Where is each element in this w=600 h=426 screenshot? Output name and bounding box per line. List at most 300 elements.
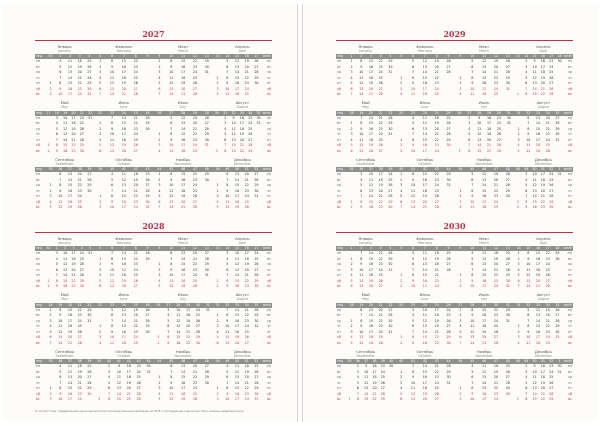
day-grid [514, 172, 573, 211]
day-cell: 25 [133, 273, 138, 277]
month-name-ru: Июль [177, 292, 189, 297]
day-grid [213, 116, 272, 155]
week-number: 2 [64, 246, 67, 250]
day-cell: 11 [359, 335, 364, 339]
month-block [514, 292, 573, 347]
day-cell: 23 [493, 278, 499, 283]
week-number: 19 [58, 302, 63, 307]
day-cell: 11 [482, 251, 487, 255]
day-cell: 3 [400, 183, 403, 187]
day-grid [395, 251, 454, 290]
day-cell: 7 [158, 205, 161, 209]
month-header [336, 292, 395, 303]
day-cell [504, 149, 514, 155]
day-cell: 9 [360, 262, 363, 266]
weekday-label: вс [568, 148, 572, 153]
weekday-label: вт [337, 256, 341, 261]
day-cell: 17 [67, 397, 73, 401]
day-cell: 7 [411, 364, 415, 368]
day-cell: 17 [378, 172, 383, 176]
day-cell: 24 [493, 397, 499, 401]
month-name-ru: Декабрь [534, 348, 552, 354]
day-cell: 16 [535, 132, 541, 136]
week-number: 30 [496, 110, 501, 115]
week-number: 9 [146, 246, 149, 250]
day-cell: 8 [527, 251, 530, 255]
day-cell: 13 [470, 335, 475, 339]
weekday-label: вт [267, 177, 271, 182]
month-block [154, 292, 213, 347]
day-cell: 8 [59, 307, 62, 312]
day-cell: 15 [63, 143, 68, 147]
day-cell: 24 [434, 148, 439, 153]
week-number: 30 [204, 110, 209, 115]
day-cell: 7 [350, 92, 353, 96]
day-cell: 19 [239, 132, 244, 136]
week-number: 10 [470, 246, 475, 250]
day-cell: 15 [482, 307, 487, 312]
day-cell: 24 [77, 318, 82, 323]
day-cell: 19 [71, 262, 76, 266]
weekday-label: вс [267, 397, 271, 401]
day-cell: 4 [468, 126, 471, 131]
day-cell: 25 [79, 121, 84, 125]
weekday-label: пт [337, 329, 342, 334]
week-number: 9 [158, 54, 161, 58]
day-cell: 4 [525, 70, 528, 74]
day-cell: 5 [411, 59, 415, 63]
day-cell: 12 [422, 121, 427, 125]
day-cell: 29 [555, 126, 560, 131]
month-block [154, 43, 213, 98]
month-name-en: August [236, 297, 249, 301]
day-cell: 14 [422, 364, 427, 368]
month-header [94, 348, 153, 359]
day-cell: 26 [505, 369, 510, 374]
day-cell: 13 [410, 199, 416, 204]
day-cell: 5 [55, 126, 58, 131]
day-cell: 16 [535, 329, 541, 334]
day-cell: 17 [181, 273, 186, 277]
day-cell: 17 [67, 194, 73, 198]
week-number: 7 [122, 246, 125, 250]
weekday-label: сб [337, 199, 341, 204]
month-header [395, 156, 454, 167]
week-number: 4 [88, 54, 91, 58]
weekday-label: сб [36, 391, 40, 396]
day-cell: 16 [482, 81, 487, 85]
day-cell: 30 [254, 81, 259, 85]
day-cell [502, 205, 514, 211]
month-header [514, 235, 573, 246]
weekday-label: пт [36, 81, 41, 85]
day-cell [142, 92, 154, 98]
day-cell: 3 [459, 86, 462, 91]
day-cell: 20 [493, 262, 499, 266]
day-row [35, 341, 94, 347]
day-cell: 1 [400, 137, 403, 142]
weekday-label: чт [568, 324, 572, 328]
day-cell: 16 [422, 278, 427, 283]
day-cell: 10 [225, 397, 230, 401]
day-cell: 20 [133, 183, 138, 187]
month-header [154, 235, 213, 246]
month-block [94, 100, 153, 155]
day-cell: 19 [540, 380, 545, 385]
month-header [514, 156, 573, 167]
week-number: 38 [77, 167, 82, 171]
day-cell: 16 [234, 284, 240, 288]
month-block [514, 100, 573, 155]
day-cell: 22 [378, 59, 383, 63]
month-name-ru: Март [178, 235, 189, 241]
day-cell: 30 [505, 391, 510, 396]
month-name-en: May [61, 105, 69, 109]
day-cell: 18 [67, 199, 73, 204]
month-header [455, 43, 514, 54]
day-cell: 19 [378, 183, 383, 187]
weekday-label: чт [267, 380, 271, 385]
day-cell: 27 [446, 64, 451, 69]
day-cell: 13 [169, 86, 174, 91]
weekday-label: ср [568, 318, 572, 323]
day-cell: 19 [434, 121, 439, 125]
day-cell: 30 [79, 284, 84, 288]
day-cell: 30 [506, 115, 511, 120]
day-cell: 27 [79, 267, 84, 272]
day-cell: 17 [244, 251, 249, 255]
day-cell: 16 [368, 205, 374, 209]
day-cell: 17 [535, 335, 541, 339]
day-cell: 20 [486, 137, 492, 142]
day-cell: 4 [525, 177, 528, 182]
day-cell: 13 [169, 199, 174, 204]
day-cell: 21 [239, 143, 244, 147]
day-cell: 6 [226, 64, 229, 69]
day-cell: 12 [482, 59, 487, 63]
day-cell: 31 [555, 335, 560, 339]
day-cell: 12 [109, 81, 115, 85]
day-cell: 6 [170, 251, 173, 255]
weekday-label: пн [36, 172, 41, 176]
day-cell: 16 [482, 278, 487, 283]
month-name-ru: Октябрь [416, 348, 434, 354]
day-cell: 17 [121, 70, 126, 74]
day-cell: 14 [67, 75, 73, 80]
day-cell: 6 [356, 386, 359, 390]
day-cell [142, 149, 154, 155]
week-number: 35 [48, 167, 53, 171]
day-cell: 15 [482, 75, 487, 80]
week-number: 25 [133, 110, 138, 115]
day-cell: 25 [545, 143, 550, 147]
weekday-label: пт [36, 137, 41, 142]
day-cell: 20 [244, 267, 249, 272]
day-cell: 24 [378, 329, 383, 334]
week-number: 11 [482, 246, 487, 250]
day-cell: 12 [109, 278, 115, 283]
day-cell: 4 [400, 386, 403, 390]
day-cell: 28 [204, 126, 209, 131]
day-cell: 15 [234, 183, 240, 187]
day-cell: 9 [471, 391, 474, 396]
week-number: 39 [380, 359, 385, 363]
day-cell: 19 [126, 380, 131, 385]
day-cell: 17 [482, 199, 487, 204]
day-cell: 10 [470, 284, 475, 288]
day-cell: 16 [482, 391, 487, 396]
day-cell: 26 [145, 177, 150, 182]
day-cell: 29 [505, 75, 510, 80]
weekday-label: пн [567, 59, 573, 63]
day-cell: 12 [58, 329, 63, 334]
day-cell: 25 [77, 199, 82, 204]
week-number: 3 [78, 54, 81, 58]
day-cell: 29 [79, 143, 84, 147]
day-cell: 9 [226, 188, 229, 193]
day-cell: 14 [368, 115, 374, 120]
day-cell: 29 [204, 262, 209, 266]
day-cell: 2 [350, 324, 353, 328]
week-number: 23 [109, 110, 115, 115]
day-cell: 6 [360, 188, 363, 193]
day-cell: 30 [446, 375, 451, 379]
day-cell: 22 [77, 183, 82, 187]
day-cell: 2 [49, 391, 52, 396]
day-cell: 20 [244, 375, 249, 379]
day-cell: 18 [482, 92, 487, 96]
day-cell: 21 [192, 126, 198, 131]
day-grid [514, 251, 573, 290]
day-cell: 10 [116, 369, 122, 374]
day-cell: 2 [49, 188, 52, 193]
day-cell: 4 [216, 329, 219, 334]
day-cell: 1 [157, 335, 160, 339]
day-cell: 10 [58, 318, 63, 323]
month-name-en: March [178, 240, 189, 245]
month-block [336, 348, 395, 403]
day-cell: 28 [133, 92, 138, 96]
month-header [395, 43, 454, 54]
day-cell: 19 [244, 369, 249, 374]
day-cell: 1 [216, 183, 219, 187]
week-label: нед [337, 302, 344, 307]
weekday-label: сб [337, 391, 341, 396]
month-name-en: February [116, 48, 132, 53]
week-number: 14 [524, 54, 529, 58]
day-cell: 29 [145, 256, 150, 261]
month-name-ru: Январь [57, 235, 72, 241]
month-header [213, 156, 272, 167]
weekday-label: пт [36, 329, 41, 334]
day-cell: 16 [372, 364, 377, 368]
weekday-label: пн [337, 251, 342, 255]
day-cell: 22 [77, 307, 82, 312]
day-cell: 13 [477, 137, 482, 142]
day-cell: 18 [378, 177, 383, 182]
day-cell: 29 [145, 194, 150, 198]
month-name-ru: Май [361, 100, 370, 105]
day-cell: 15 [116, 397, 122, 401]
day-cell: 21 [126, 391, 131, 396]
day-cell: 12 [359, 278, 364, 283]
day-cell: 27 [555, 115, 560, 120]
day-row [514, 92, 573, 98]
weekday-label: пт [266, 137, 272, 142]
day-cell [252, 92, 262, 98]
day-grid [336, 59, 395, 98]
day-cell: 1 [216, 75, 219, 80]
day-cell: 22 [244, 386, 249, 390]
day-cell: 9 [360, 126, 363, 131]
day-cell: 8 [167, 335, 170, 339]
day-cell: 3 [400, 380, 403, 385]
day-cell: 10 [234, 251, 240, 255]
day-cell: 5 [411, 256, 415, 261]
weekday-label: вт [36, 64, 40, 69]
day-cell: 9 [170, 267, 173, 272]
day-cell: 27 [204, 251, 209, 255]
week-number: 19 [359, 302, 364, 307]
week-number: 32 [225, 302, 230, 307]
day-cell: 13 [58, 335, 63, 339]
day-cell: 23 [133, 262, 138, 266]
month-header [35, 235, 94, 246]
day-cell: 29 [446, 137, 451, 142]
day-cell: 29 [254, 313, 259, 317]
day-cell: 6 [170, 364, 173, 368]
month-header [213, 235, 272, 246]
week-number: 28 [477, 110, 482, 115]
day-cell: 14 [67, 177, 73, 182]
day-cell: 30 [557, 59, 562, 63]
year-title: 2029 [336, 28, 573, 41]
day-cell: 21 [535, 284, 541, 288]
month-name-en: December [233, 353, 251, 358]
month-block [395, 156, 454, 211]
day-cell: 15 [422, 75, 427, 80]
day-cell: 27 [244, 340, 249, 345]
day-cell: 7 [226, 380, 229, 385]
day-cell: 16 [234, 318, 240, 323]
day-cell: 1 [216, 386, 219, 390]
weekday-label: вт [337, 64, 341, 69]
day-cell: 15 [532, 92, 537, 96]
day-cell: 3 [468, 121, 471, 125]
weekday-label: пт [36, 386, 41, 390]
day-grid [514, 364, 573, 403]
day-cell: 10 [368, 172, 374, 176]
weekday-label: ср [36, 126, 40, 131]
week-number: 26 [446, 110, 451, 115]
day-cell: 13 [532, 81, 537, 85]
day-cell: 20 [181, 86, 186, 91]
week-number: 2 [360, 54, 363, 58]
day-cell: 13 [422, 64, 427, 69]
day-cell: 24 [378, 267, 383, 272]
day-cell: 9 [525, 205, 528, 209]
day-grid [455, 364, 514, 403]
day-cell: 1 [516, 397, 519, 401]
weekday-label: вс [568, 92, 573, 96]
day-cell: 10 [169, 183, 174, 187]
day-cell: 15 [67, 386, 73, 390]
day-cell [443, 205, 455, 211]
day-cell: 27 [133, 148, 138, 153]
day-cell: 5 [167, 318, 170, 323]
day-cell: 30 [555, 256, 560, 261]
day-cell: 15 [364, 397, 369, 401]
day-cell: 6 [55, 132, 58, 136]
day-cell: 18 [422, 188, 427, 193]
day-cell: 1 [49, 183, 52, 187]
weekday-label: пт [567, 386, 573, 390]
day-cell: 27 [378, 148, 383, 153]
week-number: 3 [72, 246, 75, 250]
day-cell: 28 [136, 391, 141, 396]
day-cell: 23 [434, 177, 439, 182]
day-cell: 2 [517, 132, 520, 136]
day-cell: 15 [368, 318, 374, 323]
day-cell: 18 [540, 375, 545, 379]
day-row [455, 205, 514, 211]
day-cell: 25 [378, 75, 383, 80]
day-cell: 7 [55, 137, 58, 142]
weekday-label: сб [568, 391, 573, 396]
day-cell: 8 [360, 318, 363, 323]
month-header [35, 348, 94, 359]
day-cell: 31 [388, 267, 393, 272]
month-block [94, 348, 153, 403]
day-cell: 25 [254, 364, 259, 368]
day-cell: 13 [410, 397, 416, 401]
day-grid [35, 116, 94, 155]
day-cell: 27 [254, 64, 259, 69]
day-cell: 13 [109, 284, 115, 288]
day-cell: 21 [434, 329, 439, 334]
day-cell: 28 [145, 188, 150, 193]
day-cell: 25 [79, 256, 84, 261]
day-cell: 10 [225, 194, 230, 198]
day-cell: 2 [158, 380, 161, 385]
weekday-label: пт [266, 329, 271, 334]
month-header [514, 348, 573, 359]
month-block [213, 156, 272, 211]
day-cell: 12 [181, 115, 186, 120]
month-name-ru: Декабрь [534, 156, 552, 162]
day-cell: 8 [527, 324, 530, 328]
day-cell: 26 [192, 194, 198, 198]
day-cell: 2 [459, 194, 462, 198]
weekday-label: чт [36, 267, 40, 272]
month-name-en: June [421, 297, 429, 301]
day-cell [142, 341, 154, 347]
weekday-label: ср [337, 70, 341, 74]
day-cell: 8 [411, 273, 415, 277]
day-row [395, 149, 454, 155]
week-number: 45 [470, 359, 475, 363]
day-cell: 20 [121, 86, 126, 91]
day-row [35, 284, 94, 290]
day-cell: 28 [505, 70, 510, 74]
day-cell: 1 [459, 307, 462, 312]
week-number: 13 [505, 54, 510, 58]
day-cell: 12 [169, 284, 174, 288]
month-block [154, 100, 213, 155]
day-cell: 9 [110, 262, 114, 266]
day-cell: 1 [99, 121, 102, 125]
day-cell: 29 [248, 148, 253, 153]
